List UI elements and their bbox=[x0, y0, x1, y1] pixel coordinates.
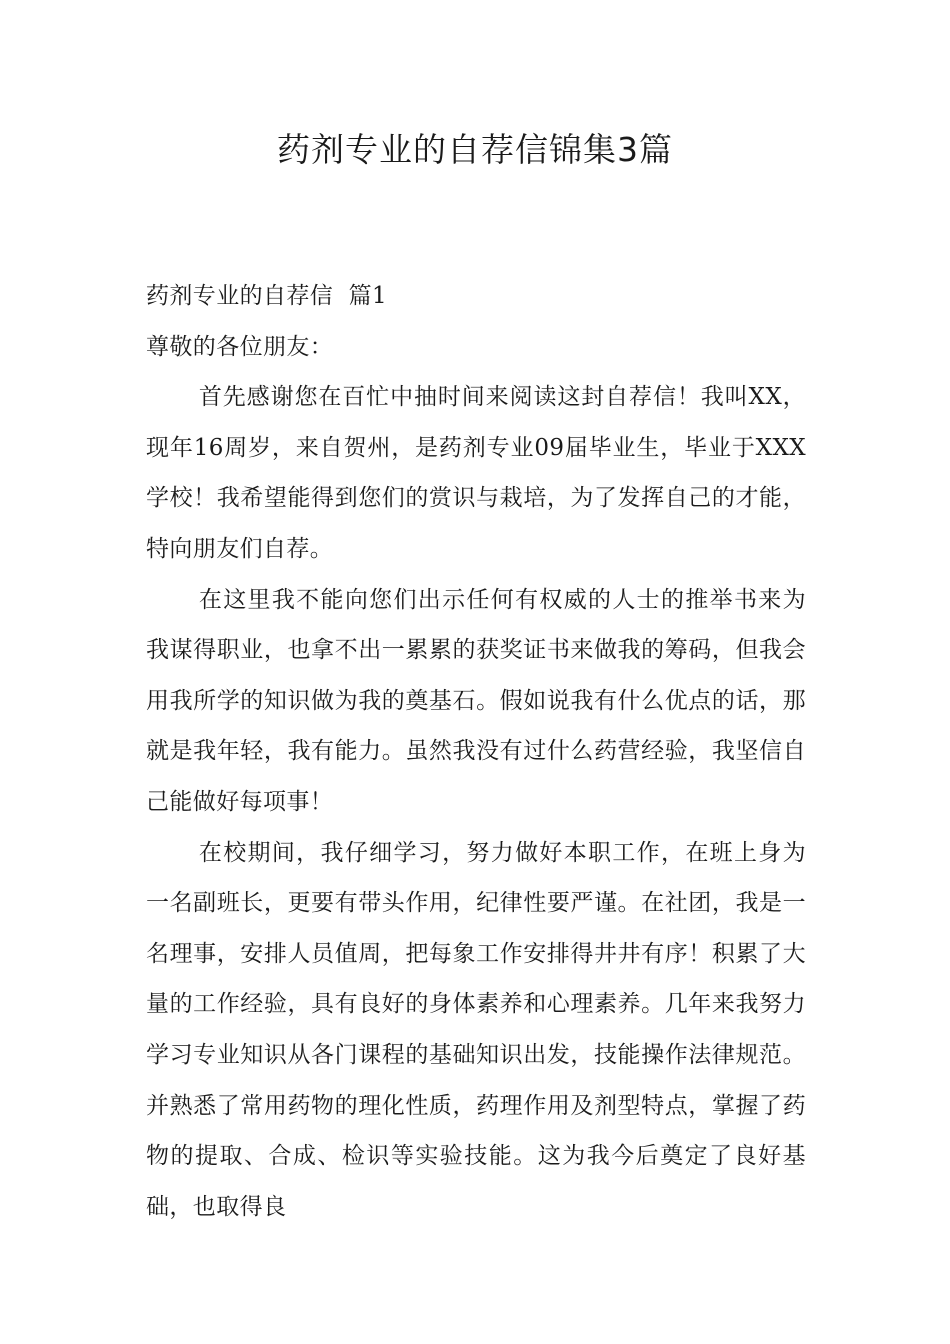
paragraph-school-experience: 在校期间，我仔细学习，努力做好本职工作，在班上身为一名副班长，更要有带头作用，纪律性要严谨。在社团，我是一名理事，安排人员值周，把每象工作安排得井井有序！积累了大量的工作经验，具有良好的身体素养和心理素养。几年来我努力学习专业知识从各门课程的基础知识出发，技能操作法律规范。并熟悉了常用药物的理化性质，药理作用及剂型特点，掌握了药物的提取、合成、检识等实验技能。这为我今后奠定了良好基础，也取得良 bbox=[146, 839, 806, 1220]
document-title: 药剂专业的自荐信锦集3篇 bbox=[277, 130, 673, 169]
document-body bbox=[146, 271, 806, 1232]
section-heading: 药剂专业的自荐信 篇1 bbox=[146, 283, 388, 309]
salutation: 尊敬的各位朋友： bbox=[146, 333, 334, 360]
paragraph-qualities: 在这里我不能向您们出示任何有权威的人士的推举书来为我谋得职业，也拿不出一累累的获奖证书来做我的筹码，但我会用我所学的知识做为我的奠基石。假如说我有什么优点的话，那就是我年轻，我有能力。虽然我没有过什么药营经验，我坚信自己能做好每项事！ bbox=[146, 586, 806, 815]
paragraph-intro: 首先感谢您在百忙中抽时间来阅读这封自荐信！我叫XX，现年16周岁，来自贺州，是药剂专业09届毕业生，毕业于XXX学校！我希望能得到您们的赏识与栽培，为了发挥自己的才能，特向朋友们自荐。 bbox=[146, 384, 806, 562]
